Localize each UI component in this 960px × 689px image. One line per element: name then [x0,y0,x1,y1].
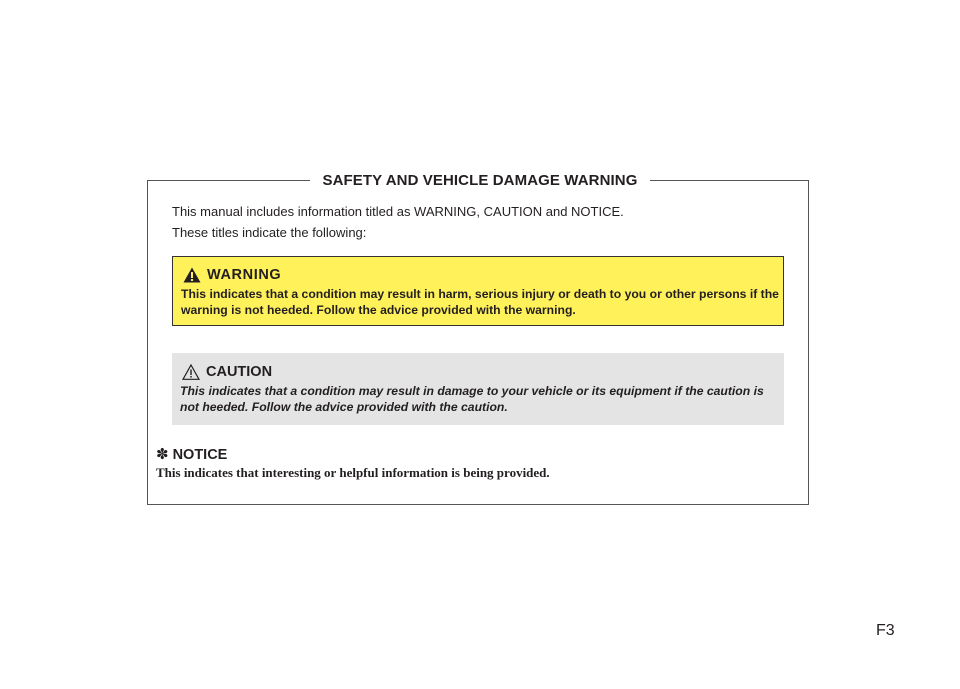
notice-title: NOTICE [172,447,228,463]
page-number: F3 [876,622,895,639]
caution-header [182,363,272,381]
caution-text: This indicates that a condition may result in damage to your vehicle or its equipment if the caution is not heeded. Follow the advice provided with the caution. [180,384,764,414]
section-title: SAFETY AND VEHICLE DAMAGE WARNING [310,170,650,192]
caution-title: CAUTION [206,364,273,380]
caution-triangle-icon [182,364,200,380]
intro-line-2: These titles indicate the following: [172,225,367,240]
notice-text: This indicates that interesting or helpful information is being provided. [156,465,550,480]
warning-triangle-icon [183,267,201,283]
caution-box [172,353,784,425]
warning-text: This indicates that a condition may result in harm, serious injury or death to you or other persons if the warning is not heeded. Follow the advice provided with the warning. [181,287,779,317]
intro-line-1: This manual includes information titled as WARNING, CAUTION and NOTICE. [172,204,624,219]
notice-header [156,446,227,464]
warning-title: WARNING [207,267,282,283]
warning-header [183,266,281,284]
warning-box [172,256,784,326]
asterisk-icon: ✽ [156,446,169,463]
